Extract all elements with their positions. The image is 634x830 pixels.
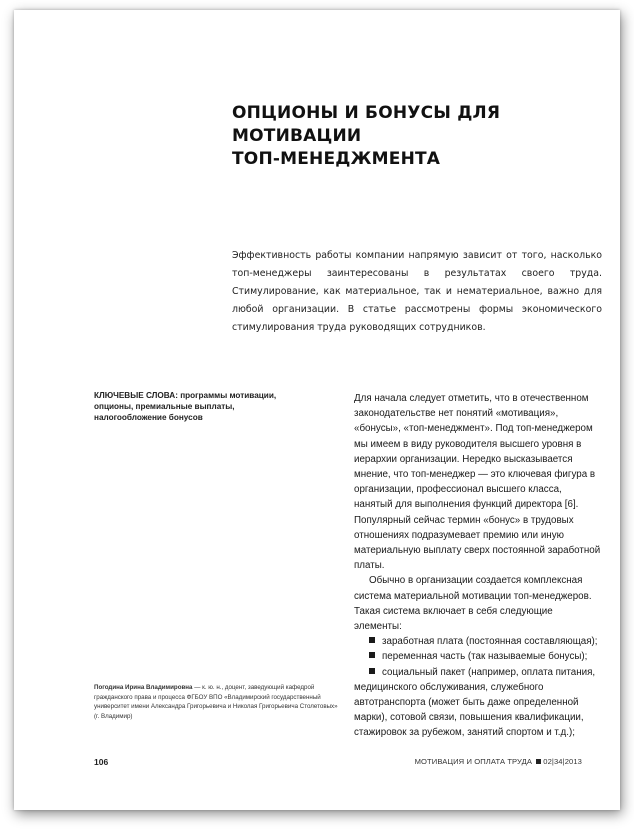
bullet-square-icon <box>369 637 375 643</box>
bullet-text: социальный пакет (например, оплата питания, медицинского обслуживания, служебного автотранспорта (может быть даже определенной марки), сотовой связи, повышения квалификации, стажировок за рубежом, занятий спортом и т.д.); <box>354 666 596 739</box>
document-page <box>14 10 620 810</box>
bullet-square-icon <box>369 668 375 674</box>
journal-name: МОТИВАЦИЯ И ОПЛАТА ТРУДА <box>414 757 533 766</box>
body-paragraph-1: Для начала следует отметить, что в отечественном законодательстве нет понятий «мотивация», «бонусы», «топ-менеджмент». Под топ-менеджером мы имеем в виду руководителя высшего уровня в иерархии организации. Нередко высказывается мнение, что топ-менеджер — это ключевая фигура в организации, профессионал высшего класса, нанятый для выполнения функций директора [6]. Популярный сейчас термин «бонус» в трудовых отношениях подразумевает премию или иную материальную выплату сверх постоянной заработной платы. <box>354 393 601 572</box>
bullet-item <box>354 634 602 649</box>
author-details: — к. ю. н., доцент, заведующий кафедрой гражданского права и процесса ФГБОУ ВПО «Владимирский государственный университет имени Александра Григорьевича и Николая Григорьевича Столетовых» (г. Владимир) <box>94 684 338 720</box>
keywords: КЛЮЧЕВЫЕ СЛОВА: программы мотивации, опционы, премиальные выплаты, налогообложение бонусов <box>94 391 277 422</box>
bullet-item <box>354 649 602 664</box>
journal-issue: 02|34|2013 <box>543 757 582 766</box>
page-number: 106 <box>94 757 109 767</box>
bullet-text: заработная плата (постоянная составляющая); <box>382 636 598 648</box>
author-name: Погодина Ирина Владимировна <box>94 684 193 691</box>
author-info <box>94 683 339 721</box>
article-abstract: Эффективность работы компании напрямую зависит от того, насколько топ-менеджеры заинтересованы в результатах своего труда. Стимулирование, как материальное, так и нематериальное, важно для любой организации. В статье рассмотрены формы экономического стимулирования труда руководящих сотрудников. <box>232 250 602 333</box>
bullet-text: переменная часть (так называемые бонусы); <box>382 651 588 663</box>
article-title <box>232 102 592 171</box>
body-paragraph-2: Обычно в организации создается комплексная система материальной мотивации топ-менеджеров. Такая система включает в себя следующие элементы: <box>354 575 592 633</box>
bullet-square-icon <box>369 652 375 658</box>
square-icon <box>536 759 541 764</box>
journal-footer <box>415 757 582 766</box>
article-body <box>354 391 602 741</box>
title-line-2: ТОП-МЕНЕДЖМЕНТА <box>232 149 441 169</box>
bullet-item <box>354 665 602 741</box>
title-line-1: ОПЦИОНЫ И БОНУСЫ ДЛЯ МОТИВАЦИИ <box>232 103 501 146</box>
